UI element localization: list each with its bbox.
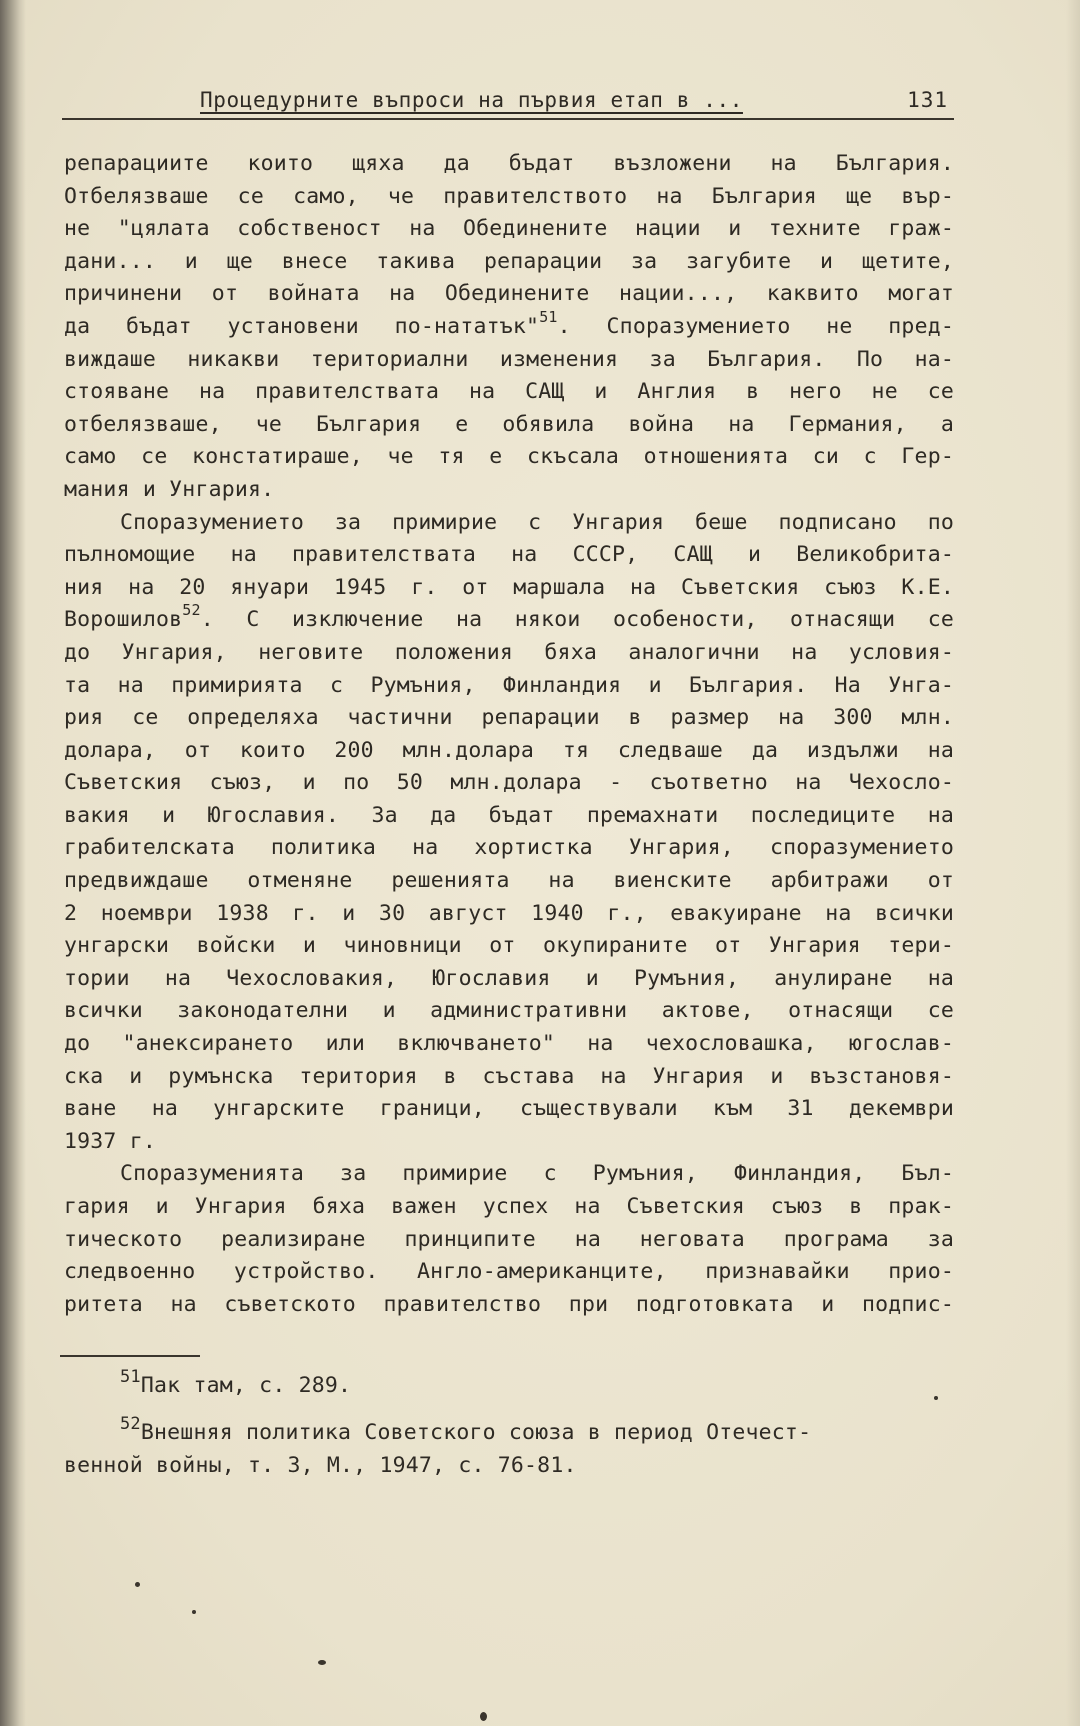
text-line: грабителската политика на хортистка Унгария, споразумението	[64, 835, 954, 861]
text-line: до "анексирането или включването" на чехословашка, югослав-	[64, 1031, 954, 1057]
text-line: причинени от войната на Обединените нации..., каквито могат	[64, 281, 954, 307]
text-line: вакия и Югославия. За да бъдат премахнати последиците на	[64, 802, 954, 828]
text-line: ска и румънска територия в състава на Унгария и възстановя-	[64, 1063, 954, 1089]
text-line: Съветския съюз, и по 50 млн.долара - съответно на Чехосло-	[64, 770, 954, 796]
text-line: до Унгария, неговите положения бяха аналогични на условия-	[64, 639, 954, 665]
page-number: 131	[907, 88, 948, 112]
text-line: Ворошилов$^{52}$. С изключение на някои особености, отнасящи се	[64, 601, 954, 633]
footnote-51: $^{51}$Пак там, с. 289.	[120, 1367, 352, 1398]
ink-speck	[192, 1610, 196, 1614]
text-line: мания и Унгария.	[64, 476, 275, 502]
text-line: стояване на правителствата на САЩ и Англия в него не се	[64, 379, 954, 405]
ink-speck	[934, 1396, 938, 1400]
paragraph-start: Споразуменията за примирие с Румъния, Финландия, Бъл-	[120, 1161, 954, 1187]
footnotes	[64, 1367, 954, 1482]
text-line: ритета на съветското правителство при подготовката и подпис-	[64, 1291, 954, 1317]
text-line: рия се определяха частични репарации в размер на 300 млн.	[64, 705, 954, 731]
text-line: ване на унгарските граници, съществували към 31 декември	[64, 1096, 954, 1122]
text-line: само се констатираше, че тя е скъсала отношенията си с Гер-	[64, 444, 954, 470]
text-line: всички законодателни и административни актове, отнасящи се	[64, 998, 954, 1024]
footnote-52-continuation: венной войны, т. 3, М., 1947, с. 76-81.	[64, 1453, 577, 1478]
binding-shadow	[0, 0, 26, 1726]
running-head	[62, 86, 954, 120]
body-text	[64, 148, 954, 1321]
text-line: дани... и ще внесе такива репарации за загубите и щетите,	[64, 248, 954, 274]
page-edge	[1066, 0, 1080, 1726]
text-line: не "цялата собственост на Обединените нации и техните граж-	[64, 216, 954, 242]
text-line: гария и Унгария бяха важен успех на Съветския съюз в прак-	[64, 1194, 954, 1219]
text-line: тории на Чехословакия, Югославия и Румъния, анулиране на	[64, 965, 954, 991]
footnote-number: 52	[120, 1414, 141, 1434]
footnote-number: 51	[120, 1367, 141, 1387]
text-line: 2 ноември 1938 г. и 30 август 1940 г., евакуиране на всички	[64, 900, 954, 926]
ink-speck	[318, 1660, 326, 1665]
text-line: репарациите които щяха да бъдат възложени на България.	[64, 151, 954, 176]
text-line: предвиждаше отменяне решенията на виенските арбитражи от	[64, 868, 954, 894]
text-line: долара, от които 200 млн.долара тя следваше да издължи на	[64, 737, 954, 763]
footnote-separator	[60, 1355, 200, 1357]
text-line: пълномощие на правителствата на СССР, САЩ и Великобрита-	[64, 542, 954, 568]
text-line: следвоенно устройство. Англо-американците, признавайки прио-	[64, 1259, 954, 1285]
ink-speck	[135, 1582, 140, 1587]
footnote-ref-51[interactable]: 51	[539, 307, 558, 326]
text-line: тическото реализиране принципите на неговата програма за	[64, 1226, 954, 1252]
text-line: та на примирията с Румъния, Финландия и България. На Унга-	[64, 672, 954, 698]
text-line: да бъдат установени по-нататък"$^{51}$. Споразумението не пред-	[64, 307, 955, 339]
text-line: Отбелязваше се само, че правителството на България ще вър-	[64, 183, 954, 209]
footnote-52: $^{52}$Внешняя политика Советского союза в период Отечест-	[120, 1414, 812, 1445]
running-title: Процедурните въпроси на първия етап в ...	[200, 88, 743, 112]
ink-speck	[480, 1712, 487, 1721]
text-line: 1937 г.	[64, 1128, 157, 1154]
footnote-ref-52[interactable]: 52	[182, 601, 201, 620]
text-line: отбелязваше, че България е обявила война на Германия, а	[64, 411, 954, 437]
text-line: ния на 20 януари 1945 г. от маршала на Съветския съюз К.Е.	[64, 574, 954, 600]
text-line: унгарски войски и чиновници от окупираните от Унгария тери-	[64, 933, 954, 959]
paragraph-start: Споразумението за примирие с Унгария беше подписано по	[120, 509, 954, 535]
text-line: виждаше никакви териториални изменения за България. По на-	[64, 346, 954, 372]
